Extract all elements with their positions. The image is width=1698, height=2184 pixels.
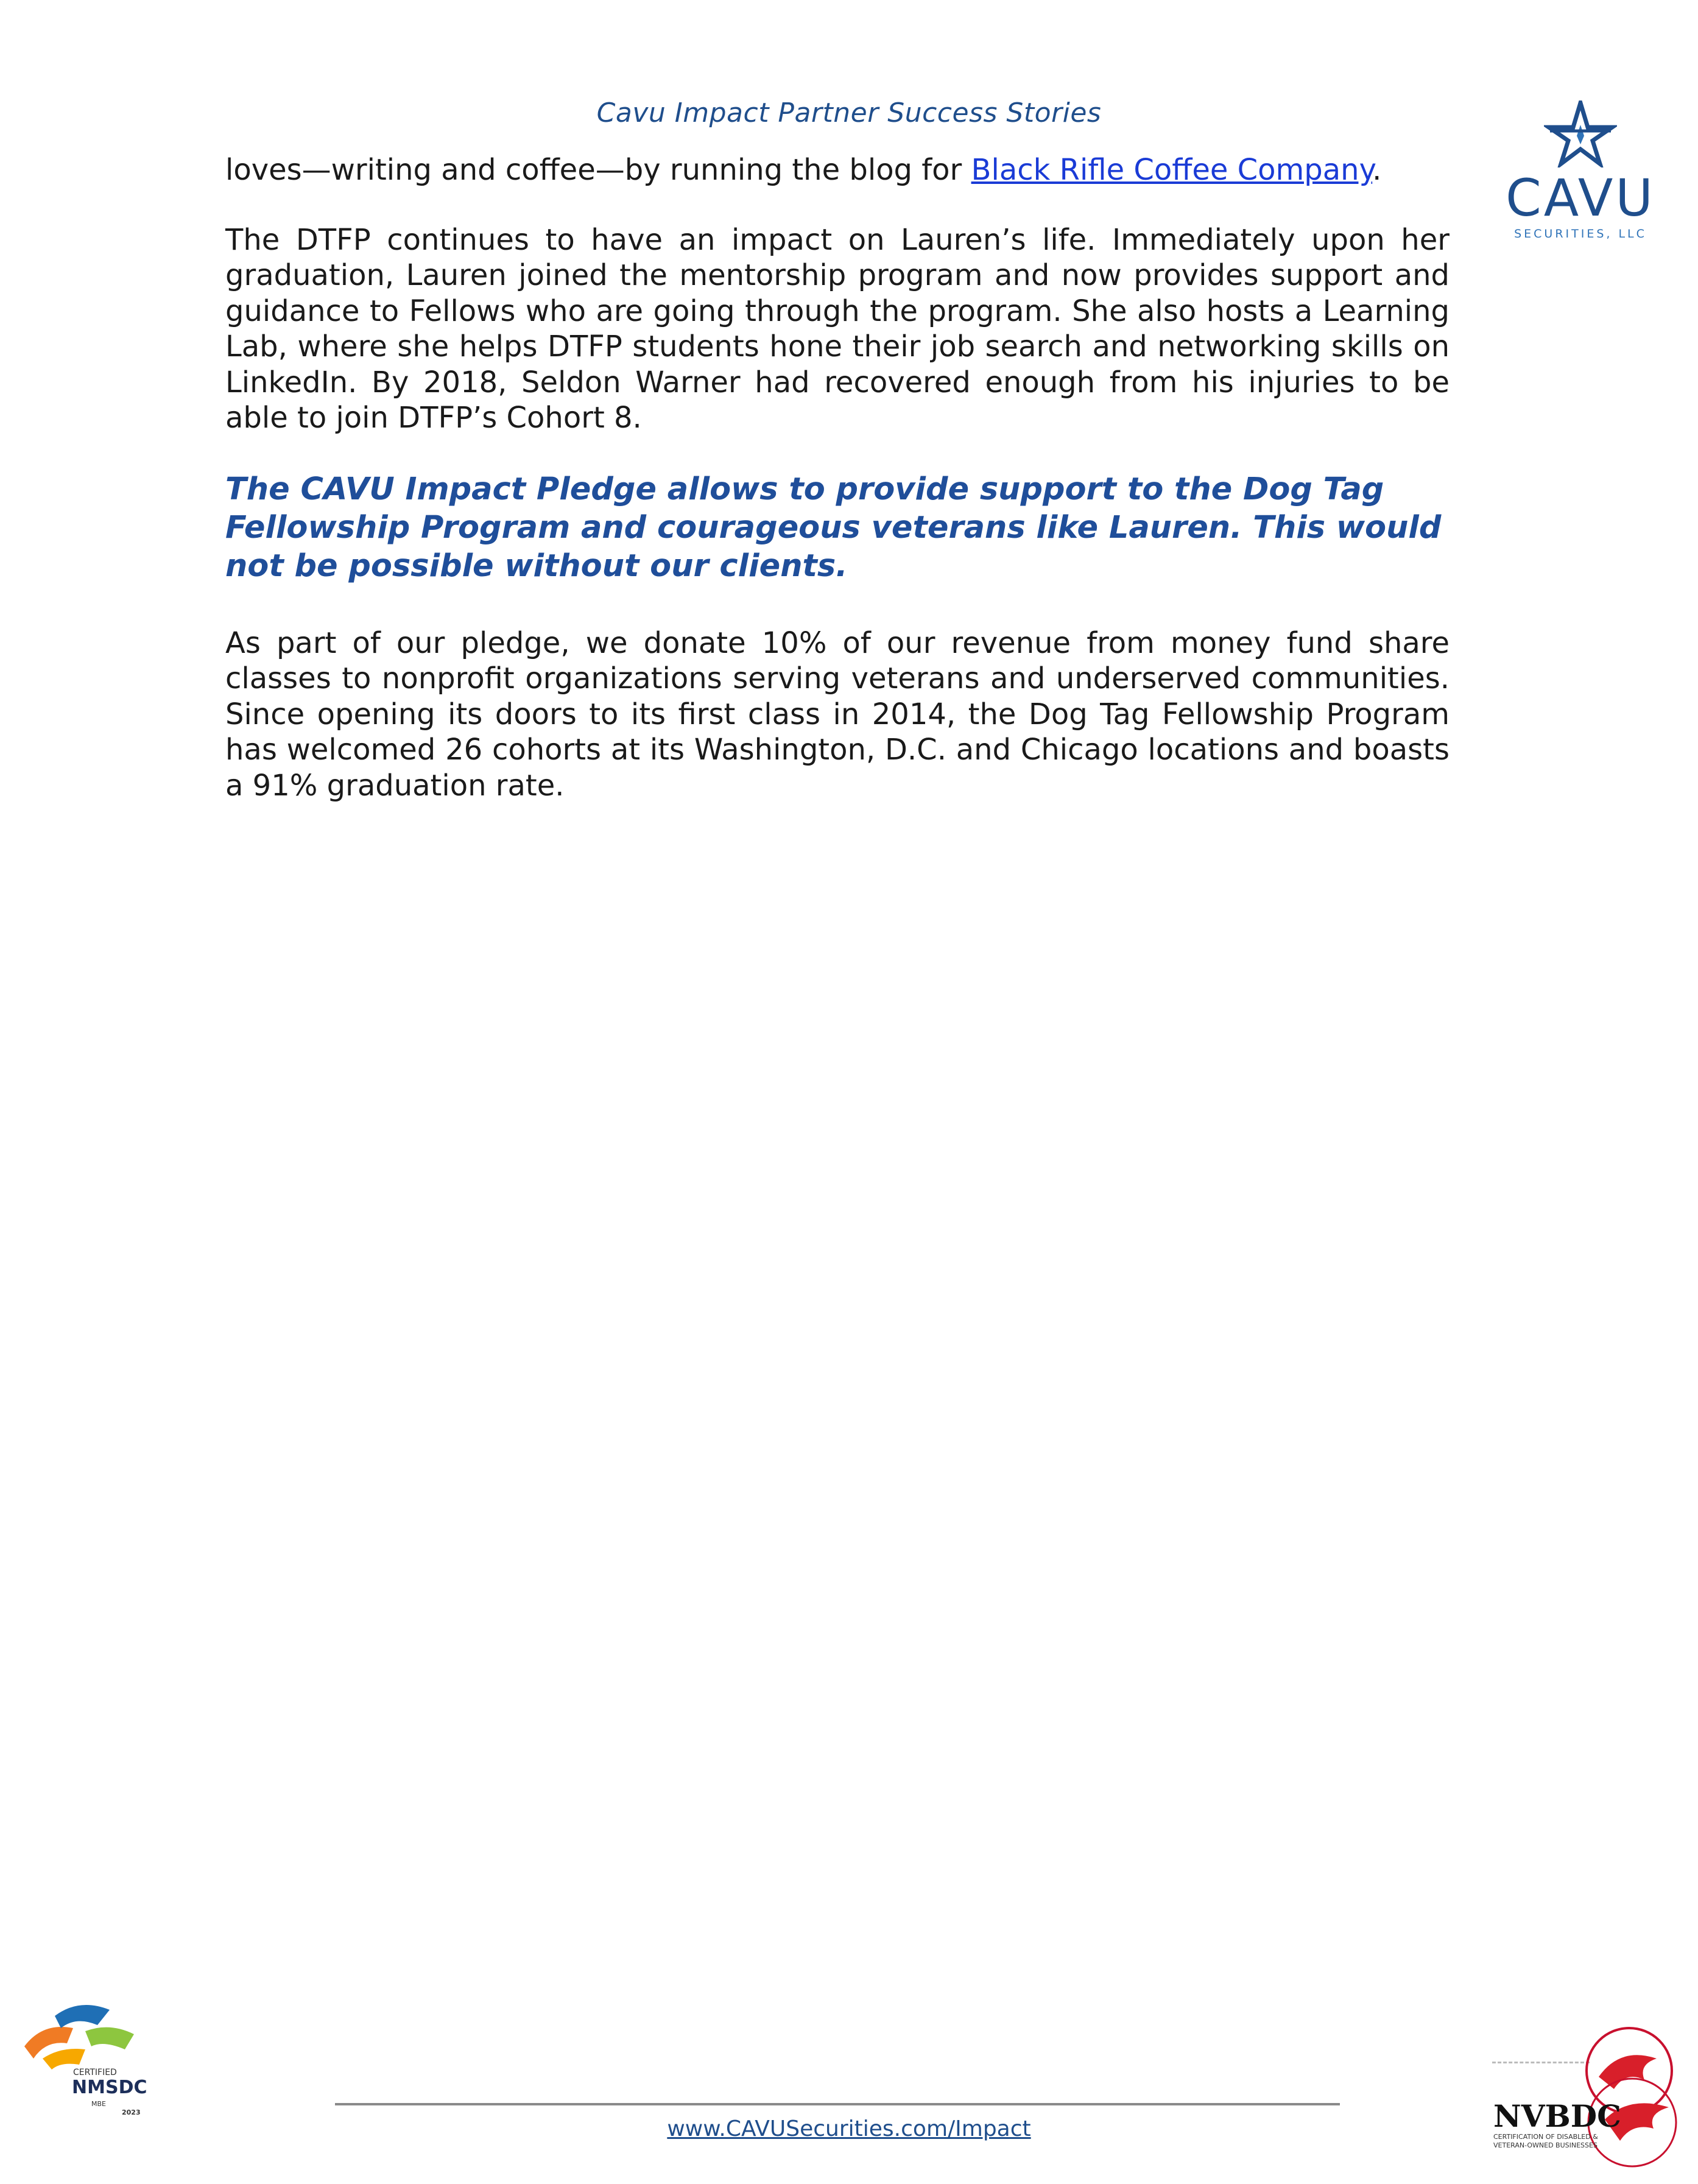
nvbdc-badge xyxy=(1486,2022,1687,2174)
cavu-logo xyxy=(1504,100,1657,241)
nmsdc-certified-badge xyxy=(18,1998,146,2126)
nmsdc-year-label: 2023 xyxy=(122,2108,141,2116)
pull-quote: The CAVU Impact Pledge allows to provide support to the Dog Tag Fellowship Program and courageous veterans like Lauren. This would not be possible without our clients. xyxy=(225,471,1442,584)
paragraph-1 xyxy=(225,152,1450,188)
nmsdc-wordmark: NMSDC xyxy=(72,2077,147,2098)
page-header-title: Cavu Impact Partner Success Stories xyxy=(596,97,1102,129)
nmsdc-mark-icon xyxy=(18,1998,146,2071)
paragraph-3: As part of our pledge, we donate 10% of our revenue from money fund share classes to nonprofit organizations serving veterans and underserved communities. Since opening its doors to its first class in 2014, the Dog Tag Fellowship Program has welcomed 26 cohorts at its Washington, D.C. and Chicago locations and boasts a 91% graduation rate. xyxy=(225,625,1450,803)
nmsdc-certified-label: CERTIFIED xyxy=(73,2068,117,2077)
black-rifle-coffee-link[interactable]: Black Rifle Coffee Company xyxy=(971,153,1373,187)
paragraph-1-end: . xyxy=(1372,153,1382,187)
footer-url-link[interactable]: www.CAVUSecurities.com/Impact xyxy=(667,2116,1031,2141)
article-body xyxy=(225,152,1450,803)
paragraph-2: The DTFP continues to have an impact on Lauren’s life. Immediately upon her graduation, Lauren joined the mentorship program and now provides support and guidance to Fellows who are going through the program. She also hosts a Learning Lab, where she helps DTFP students hone their job search and networking skills on LinkedIn. By 2018, Seldon Warner had recovered enough from his injuries to be able to join DTFP’s Cohort 8. xyxy=(225,222,1450,435)
nvbdc-subtitle: CERTIFICATION OF DISABLED & VETERAN-OWNED BUSINESSES xyxy=(1493,2133,1598,2149)
footer-url-container xyxy=(0,2116,1698,2141)
paragraph-1-text: loves—writing and coffee—by running the blog for xyxy=(225,153,971,187)
nvbdc-wordmark: NVBDC xyxy=(1493,2098,1621,2134)
cavu-subtitle: SECURITIES, LLC xyxy=(1514,227,1647,241)
star-wings-icon xyxy=(1544,100,1617,167)
cavu-wordmark: CAVU xyxy=(1506,168,1655,228)
nmsdc-mbe-label: MBE xyxy=(91,2100,106,2108)
footer-divider xyxy=(335,2103,1340,2105)
